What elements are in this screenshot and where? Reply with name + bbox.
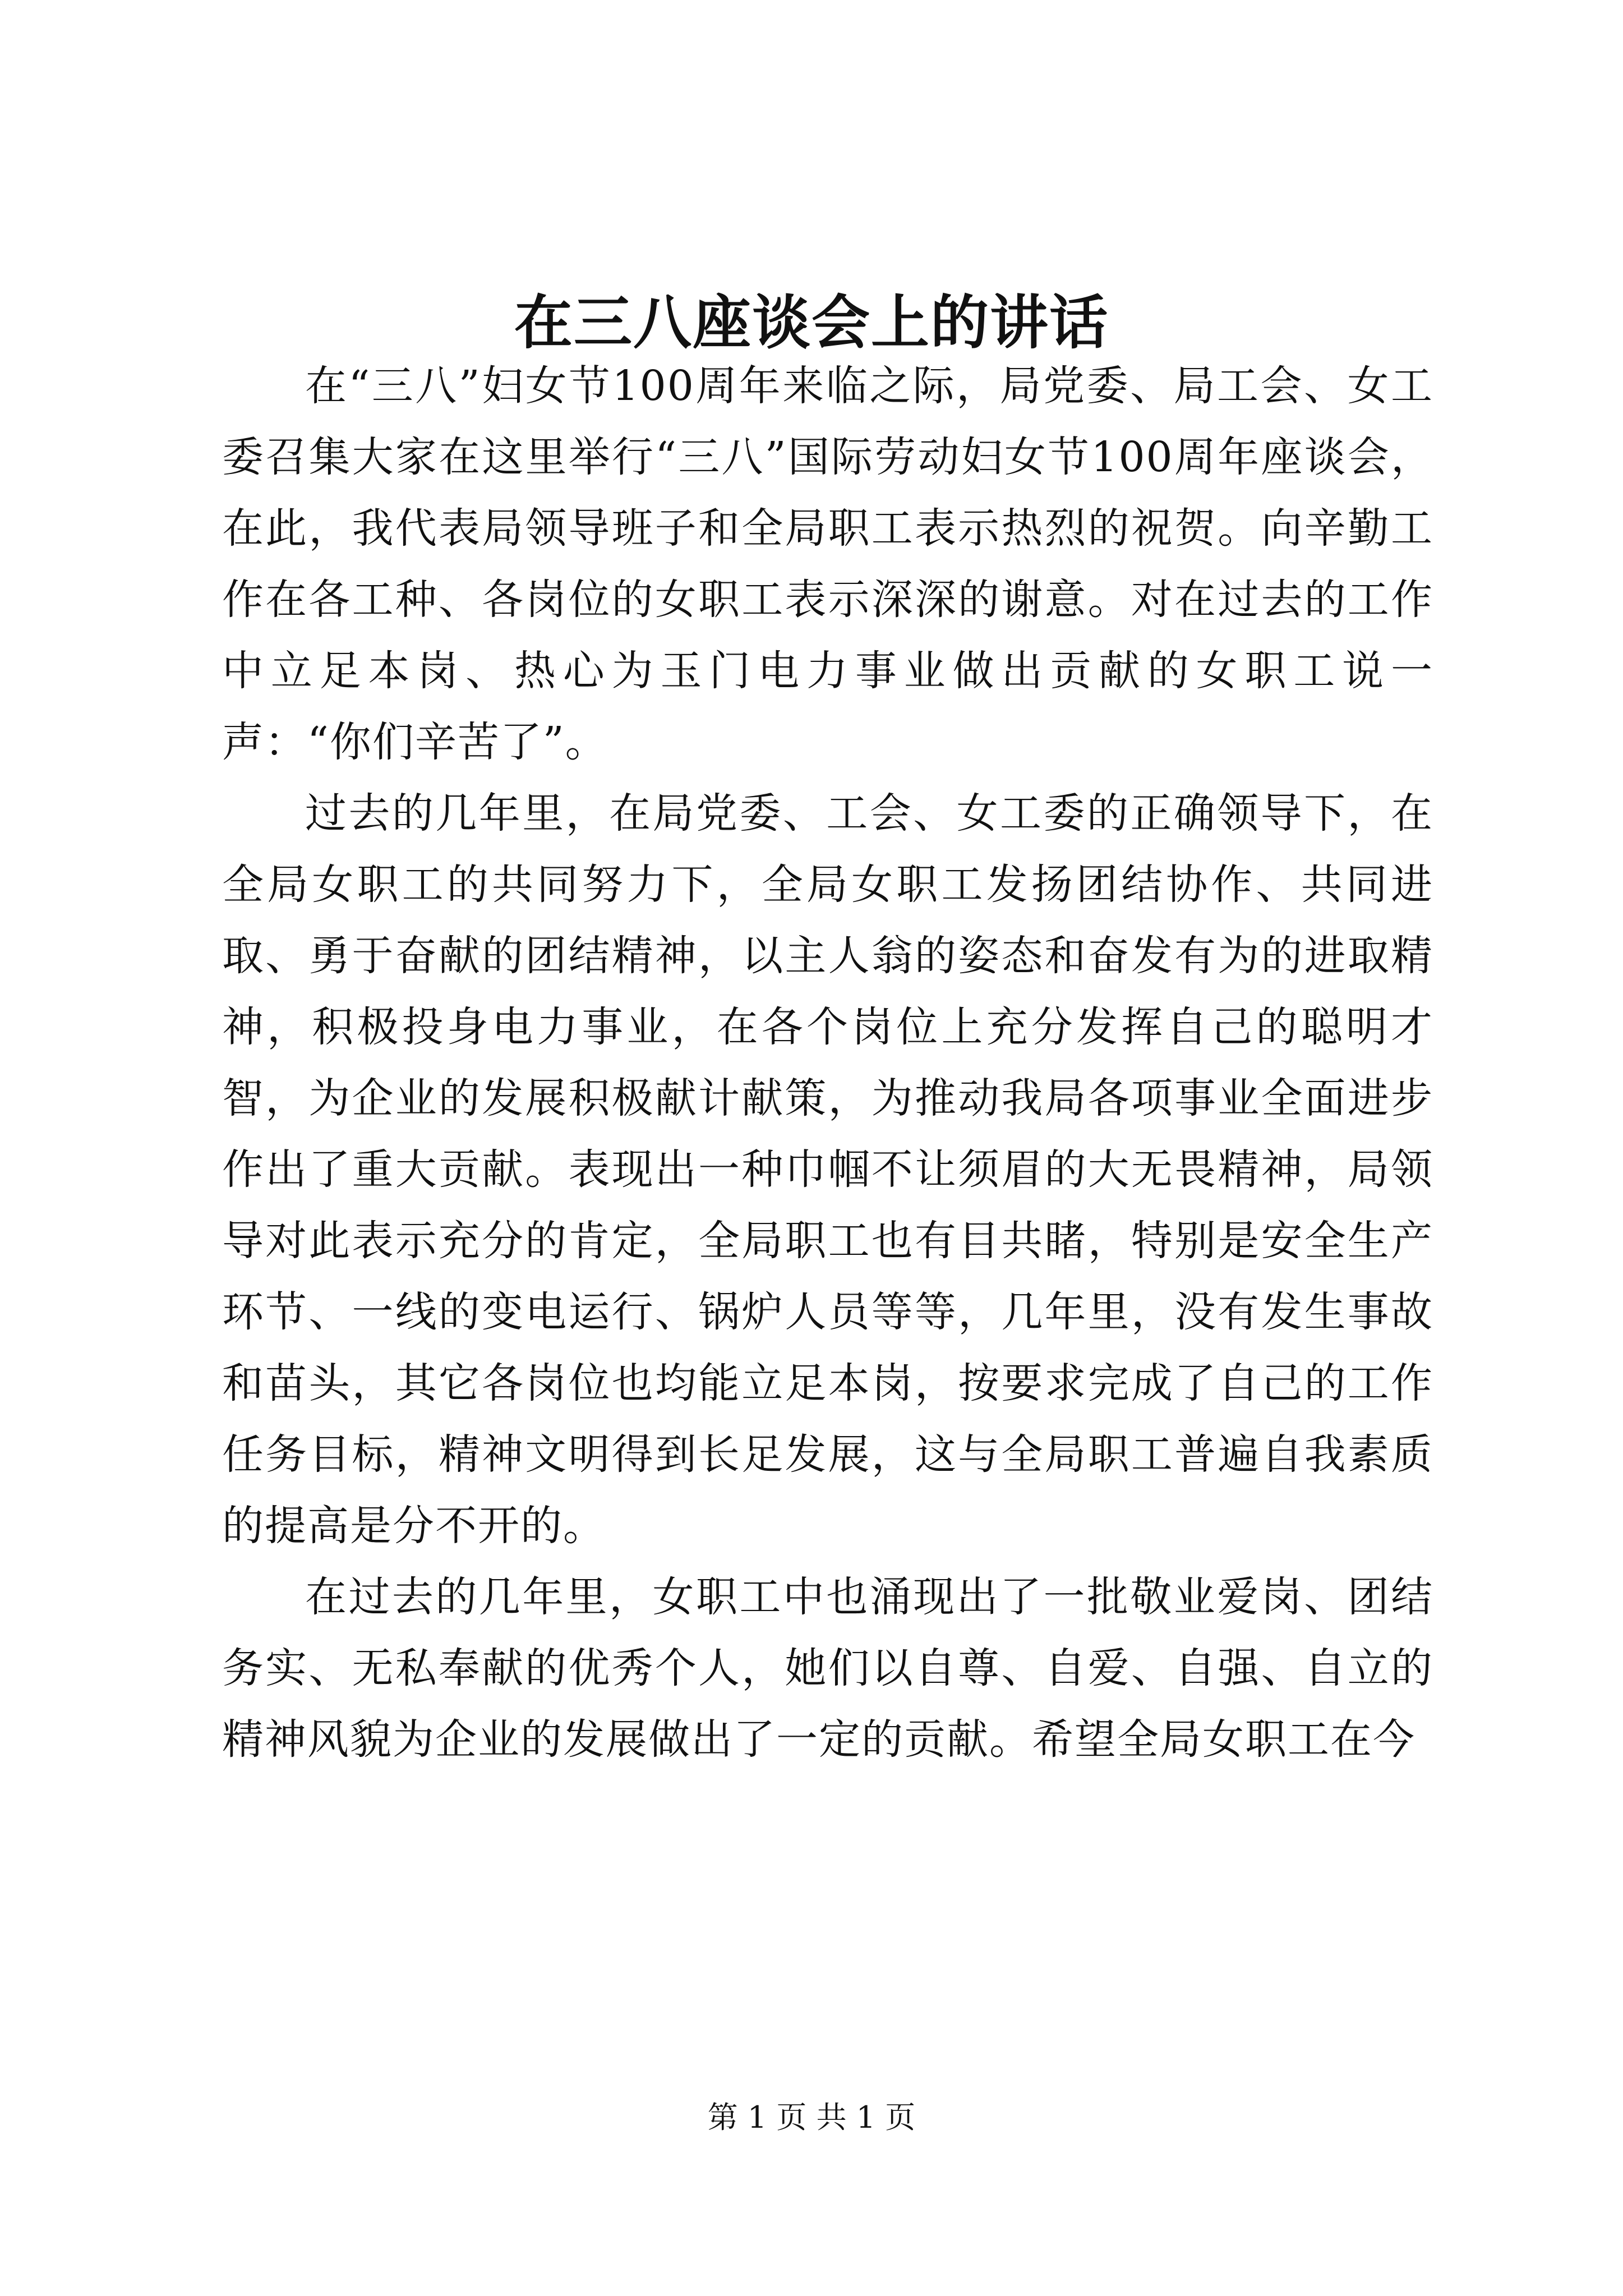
paragraph-1: 在“三八”妇女节100周年来临之际，局党委、局工会、女工委召集大家在这里举行“三八”国际劳动妇女节100周年座谈会，在此，我代表局领导班子和全局职工表示热烈的祝贺。向辛勤工作在各工种、各岗位的女职工表示深深的谢意。对在过去的工作中立足本岗、热心为玉门电力事业做出贡献的女职工说一声：“你们辛苦了”。 — [222, 362, 1433, 766]
paragraph-3: 在过去的几年里，女职工中也涌现出了一批敬业爱岗、团结务实、无私奉献的优秀个人，她们以自尊、自爱、自强、自立的精神风貌为企业的发展做出了一定的贡献。希望全局女职工在今 — [222, 1573, 1433, 1764]
document-title: 在三八座谈会上的讲话 — [514, 288, 1109, 357]
page-footer: 第 1 页 共 1 页 — [707, 2100, 916, 2135]
document-body — [222, 351, 1433, 1775]
paragraph-2: 过去的几年里，在局党委、工会、女工委的正确领导下，在全局女职工的共同努力下，全局女职工发扬团结协作、共同进取、勇于奋献的团结精神，以主人翁的姿态和奋发有为的进取精神，积极投身电力事业，在各个岗位上充分发挥自己的聪明才智，为企业的发展积极献计献策，为推动我局各项事业全面进步作出了重大贡献。表现出一种巾帼不让须眉的大无畏精神，局领导对此表示充分的肯定，全局职工也有目共睹，特别是安全生产环节、一线的变电运行、锅炉人员等等，几年里，没有发生事故和苗头，其它各岗位也均能立足本岗，按要求完成了自己的工作任务目标，精神文明得到长足发展，这与全局职工普遍自我素质的提高是分不开的。 — [222, 789, 1433, 1550]
